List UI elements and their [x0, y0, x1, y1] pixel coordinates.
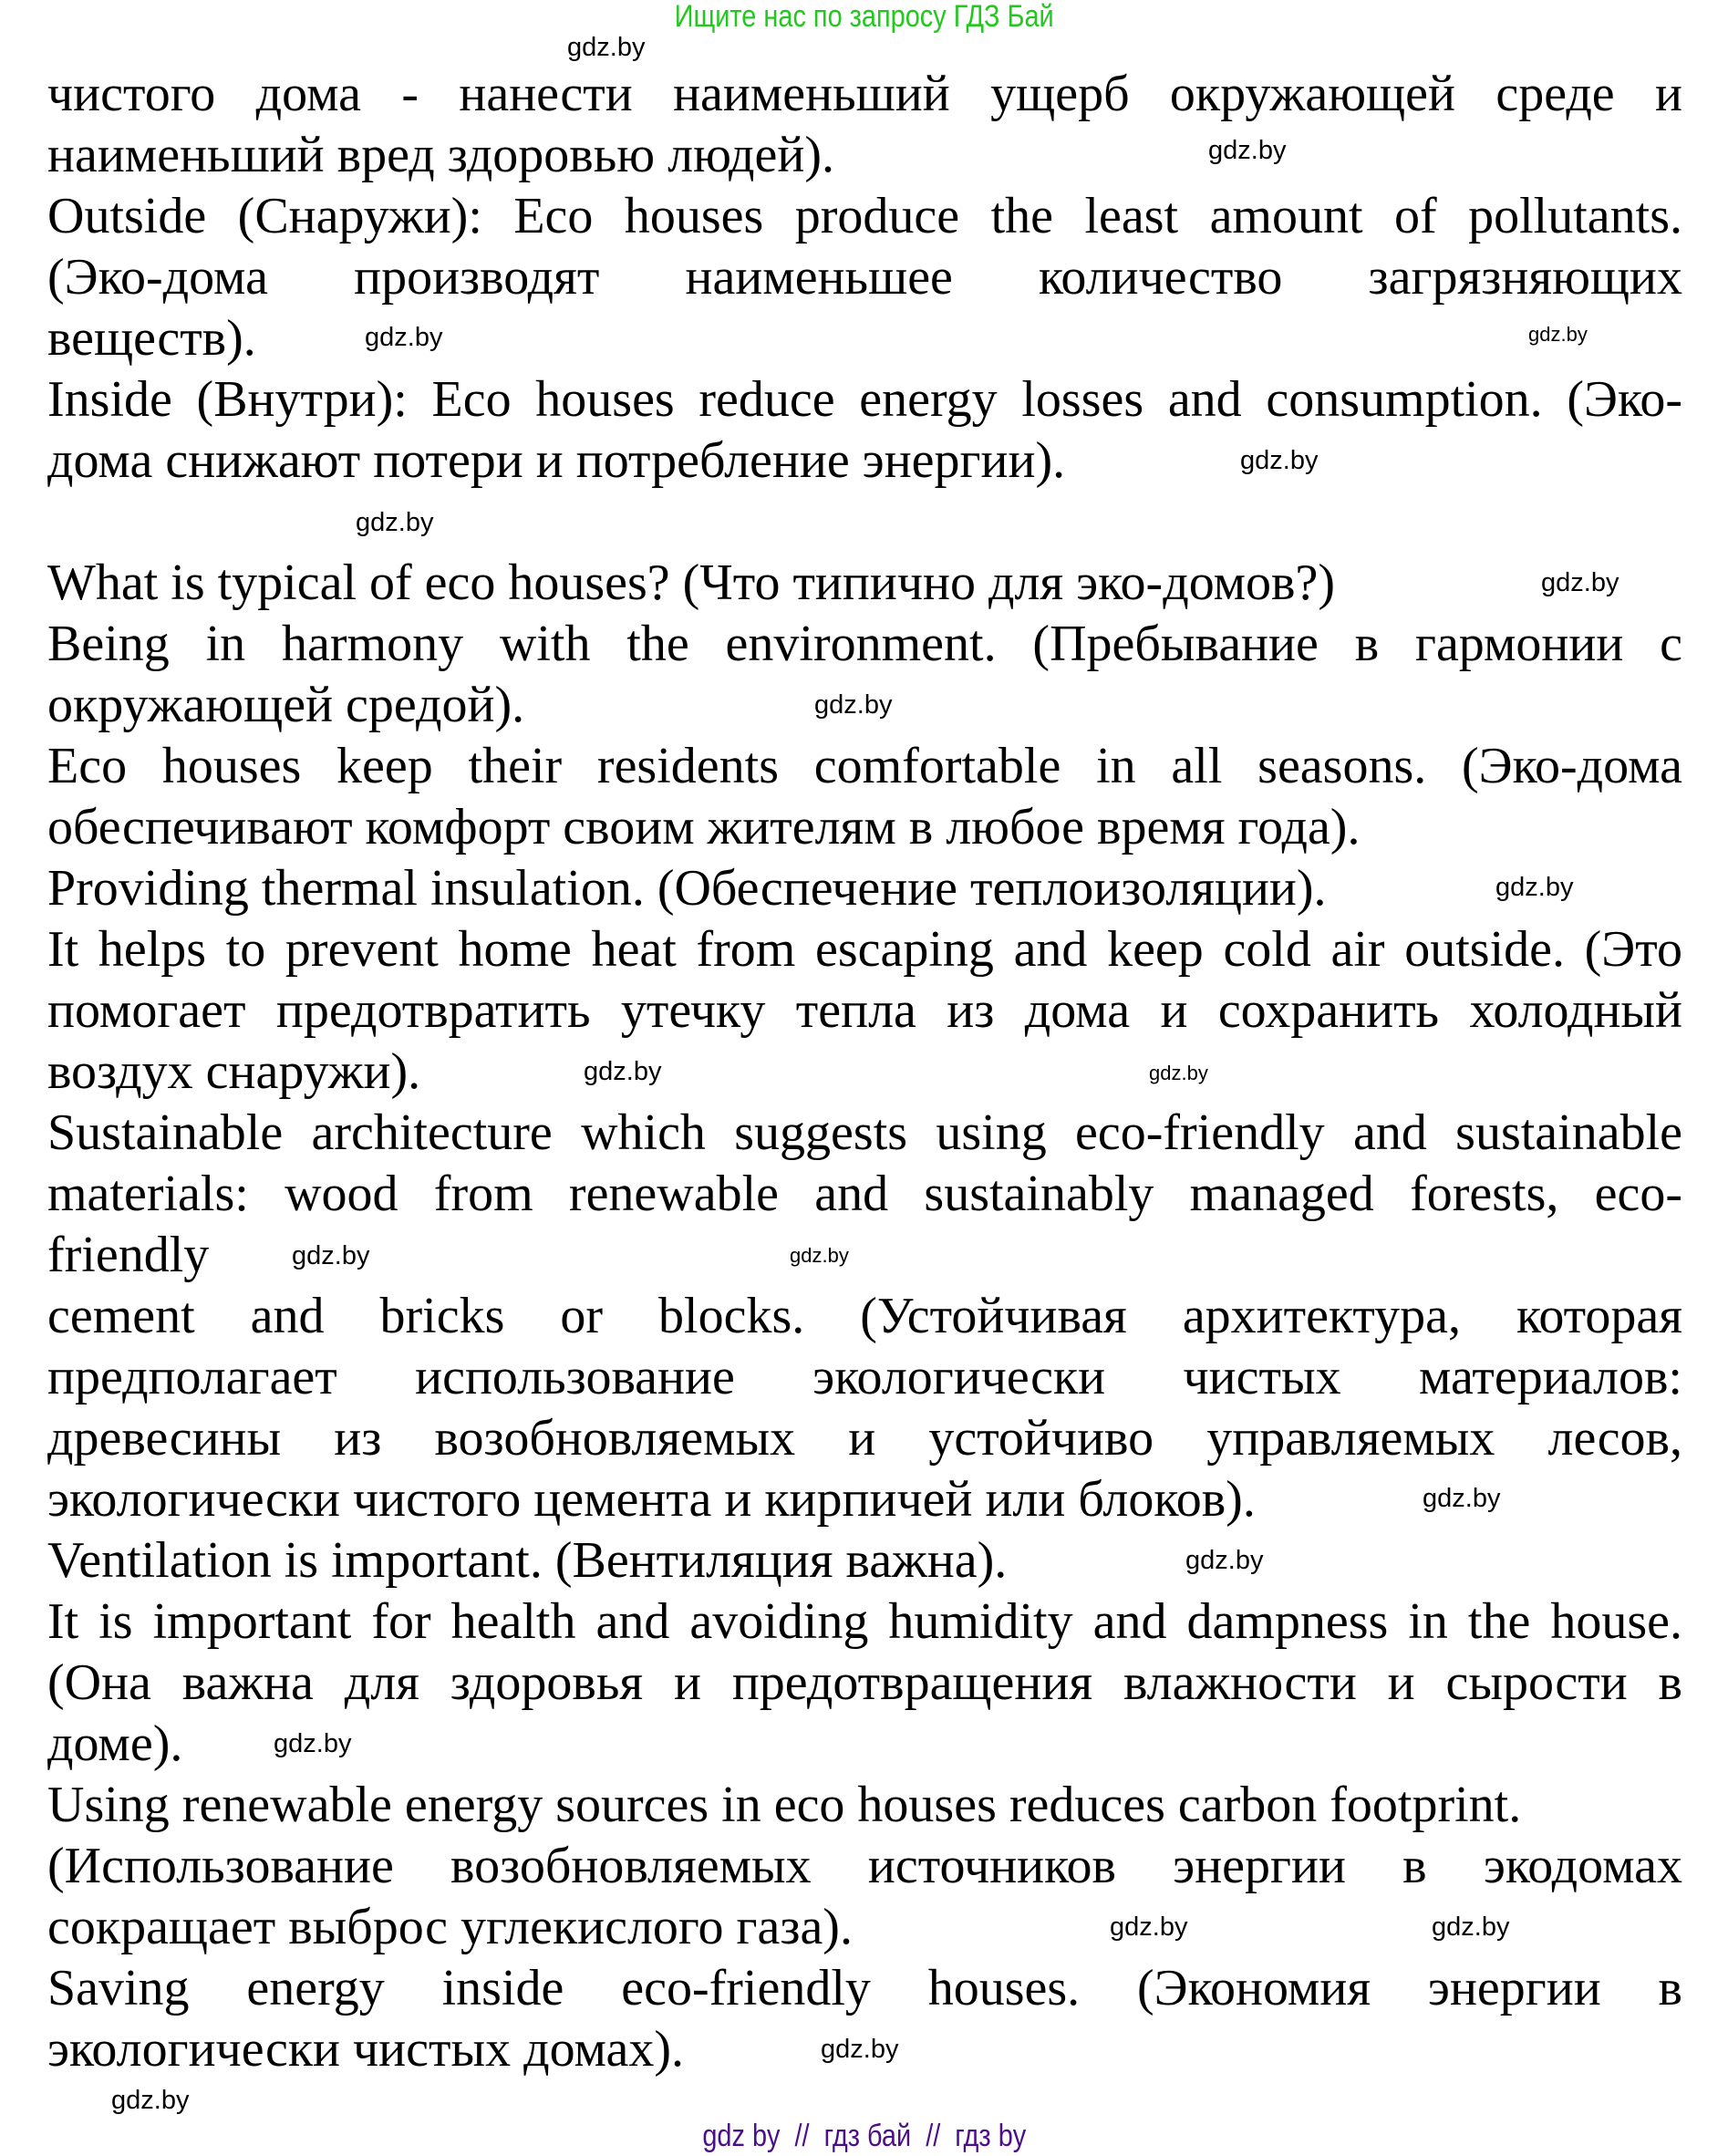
text-line: It helps to prevent home heat from escaping and keep cold air outside. (Это: [47, 921, 1682, 978]
text-line: What is typical of eco houses? (Что типично для эко-домов?): [47, 555, 1336, 611]
watermark: gdz.by: [365, 323, 443, 352]
text-line: Eco houses keep their residents comfortable in all seasons. (Эко-дома: [47, 738, 1682, 794]
text-line: предполагает использование экологически чистых материалов:: [47, 1349, 1682, 1405]
text-line: Ventilation is important. (Вентиляция важна).: [47, 1532, 1008, 1589]
watermark: gdz.by: [790, 1244, 849, 1267]
watermark: gdz.by: [1495, 873, 1574, 902]
text-line: обеспечивают комфорт своим жителям в любое время года).: [47, 799, 1361, 855]
text-line: (Использование возобновляемых источников энергии в экодомах: [47, 1838, 1682, 1894]
watermark: gdz.by: [1185, 1546, 1264, 1575]
text-line: Using renewable energy sources in eco houses reduces carbon footprint.: [47, 1777, 1522, 1833]
watermark: gdz.by: [814, 690, 893, 720]
text-line: Inside (Внутри): Eco houses reduce energy losses and consumption. (Эко-: [47, 371, 1682, 428]
watermark: gdz.by: [356, 508, 434, 537]
text-line: помогает предотвратить утечку тепла из дома и сохранить холодный: [47, 982, 1682, 1039]
text-line: наименьший вред здоровью людей).: [47, 127, 835, 183]
header-text: Ищите нас по запросу ГДЗ Бай: [674, 0, 1054, 34]
watermark: gdz.by: [1432, 1912, 1510, 1942]
text-line: экологически чистого цемента и кирпичей или блоков).: [47, 1471, 1256, 1528]
text-line: Outside (Снаружи): Eco houses produce the least amount of pollutants.: [47, 188, 1682, 244]
text-line: It is important for health and avoiding humidity and dampness in the house.: [47, 1593, 1682, 1650]
footer-text: gdz by // гдз бай // гдз by: [702, 2119, 1026, 2153]
text-line: веществ).: [47, 310, 256, 367]
text-line: доме).: [47, 1715, 183, 1772]
watermark: gdz.by: [1423, 1484, 1501, 1513]
watermark: gdz.by: [1208, 136, 1287, 165]
text-line: Providing thermal insulation. (Обеспечение теплоизоляции).: [47, 860, 1327, 917]
text-line: Sustainable architecture which suggests using eco-friendly and sustainable: [47, 1104, 1682, 1161]
text-line: friendly: [47, 1227, 210, 1283]
text-line: экологически чистых домах).: [47, 2021, 685, 2078]
watermark: gdz.by: [1149, 1062, 1208, 1084]
text-line: (Она важна для здоровья и предотвращения влажности и сырости в: [47, 1654, 1682, 1711]
watermark: gdz.by: [1240, 446, 1319, 475]
text-line: окружающей средой).: [47, 677, 525, 733]
watermark: gdz.by: [274, 1729, 352, 1758]
text-line: cement and bricks or blocks. (Устойчивая архитектура, которая: [47, 1288, 1682, 1344]
text-line: сокращает выброс углекислого газа).: [47, 1899, 853, 1955]
header-banner: [0, 0, 1728, 33]
document-body: [47, 64, 1682, 2080]
text-line: materials: wood from renewable and sustainably managed forests, eco-: [47, 1166, 1682, 1222]
watermark: gdz.by: [111, 2086, 190, 2115]
text-line: древесины из возобновляемых и устойчиво управляемых лесов,: [47, 1410, 1682, 1467]
text-line: Being in harmony with the environment. (Пребывание в гармонии с: [47, 616, 1682, 672]
text-line: чистого дома - нанести наименьший ущерб окружающей среде и: [47, 66, 1682, 122]
watermark: gdz.by: [1110, 1912, 1188, 1942]
watermark: gdz.by: [821, 2035, 899, 2064]
watermark: gdz.by: [292, 1241, 370, 1270]
footer-banner: [0, 2118, 1728, 2154]
watermark: gdz.by: [567, 33, 646, 62]
text-line: Saving energy inside eco-friendly houses. (Экономия энергии в: [47, 1960, 1682, 2016]
watermark: gdz.by: [1528, 323, 1588, 346]
text-line: воздух снаружи).: [47, 1043, 421, 1100]
text-line: (Эко-дома производят наименьшее количество загрязняющих: [47, 249, 1682, 306]
text-line: дома снижают потери и потребление энергии).: [47, 432, 1066, 489]
watermark: gdz.by: [584, 1057, 662, 1086]
watermark: gdz.by: [1541, 568, 1619, 597]
